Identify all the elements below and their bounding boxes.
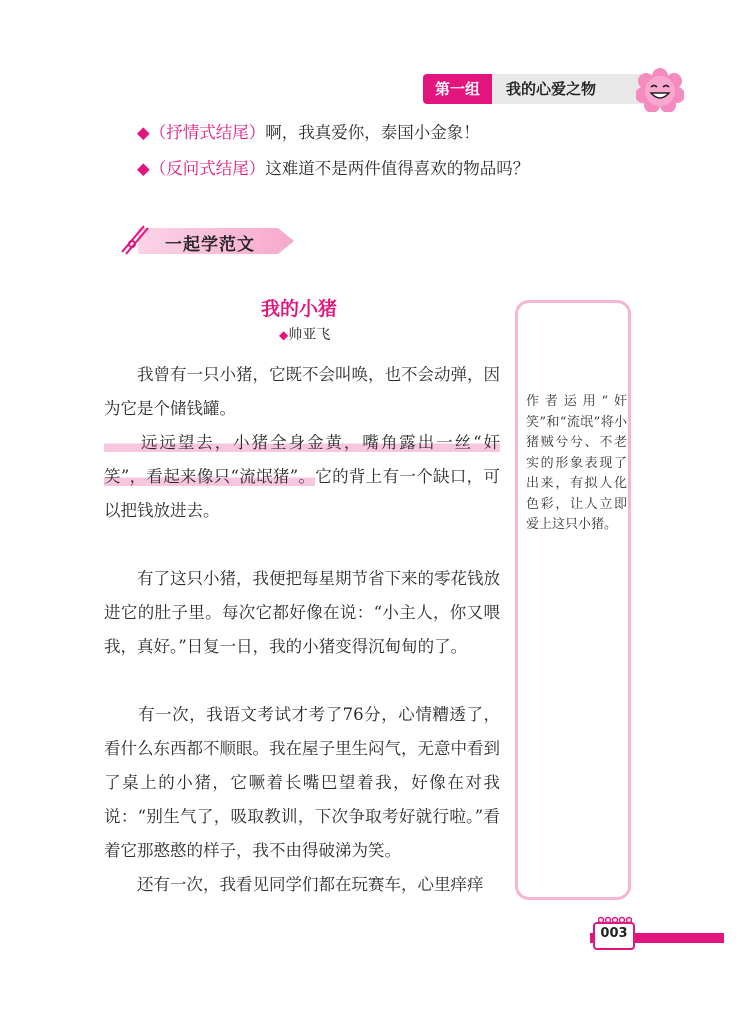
side-note-text: 作者运用“奸笑”和“流氓”将小猪贼兮兮、不老实的形象表现了出来，有拟人化色彩，让人立即爱上这只小猪。 (526, 394, 627, 532)
paragraph-1: 我曾有一只小猪，它既不会叫唤，也不会动弹，因为它是个储钱罐。 (104, 365, 500, 418)
section-title: 一起学范文 (165, 235, 255, 255)
page-number: 003 (600, 926, 628, 941)
ending-example-1 (137, 121, 480, 145)
highlighted-sentence: 远远望去，小猪全身金黄，嘴角露出一丝“奸笑”，看起来像只“流氓猪”。 (104, 433, 500, 486)
paragraph-2: 远远望去，小猪全身金黄，嘴角露出一丝“奸笑”，看起来像只“流氓猪”。它的背上有一个缺口，可以把钱放进去。 (104, 433, 500, 520)
ending-tag: （反问式结尾） (149, 159, 266, 178)
paragraph-4: 有一次，我语文考试才考了76分，心情糟透了，看什么东西都不顺眼。我在屋子里生闷气，无意中看到了桌上的小猪，它噘着长嘴巴望着我，好像在对我说：“别生气了，吸取教训，下次争取考好就行啦。”看着它那憨憨的样子，我不由得破涕为笑。 (104, 705, 500, 860)
article-author (279, 324, 330, 344)
ending-text: 啊，我真爱你，泰国小金象！ (265, 123, 480, 142)
diamond-bullet-icon: ◆ (137, 123, 150, 142)
author-name: 帅亚飞 (288, 327, 331, 343)
smiley-flower-icon (636, 68, 684, 112)
paragraph-5: 还有一次，我看见同学们都在玩赛车，心里痒痒 (104, 875, 484, 894)
calendar-rings-icon (598, 915, 632, 925)
article-title: 我的小猪 (261, 298, 338, 320)
group-label: 第一组 (423, 74, 492, 104)
diamond-bullet-icon: ◆ (137, 159, 150, 178)
side-note-box (515, 300, 631, 900)
chapter-title: 我的心爱之物 (492, 74, 661, 104)
ending-text: 这难道不是两件值得喜欢的物品吗？ (265, 159, 530, 178)
paragraph-3: 有了这只小猪，我便把每星期节省下来的零花钱放进它的肚子里。每次它都好像在说：“小主人，你又喂我，真好。”日复一日，我的小猪变得沉甸甸的了。 (104, 569, 500, 656)
diamond-bullet-icon: ◆ (279, 328, 289, 342)
ending-tag: （抒情式结尾） (149, 123, 266, 142)
ending-example-2 (137, 157, 529, 181)
chapter-header (423, 74, 661, 104)
